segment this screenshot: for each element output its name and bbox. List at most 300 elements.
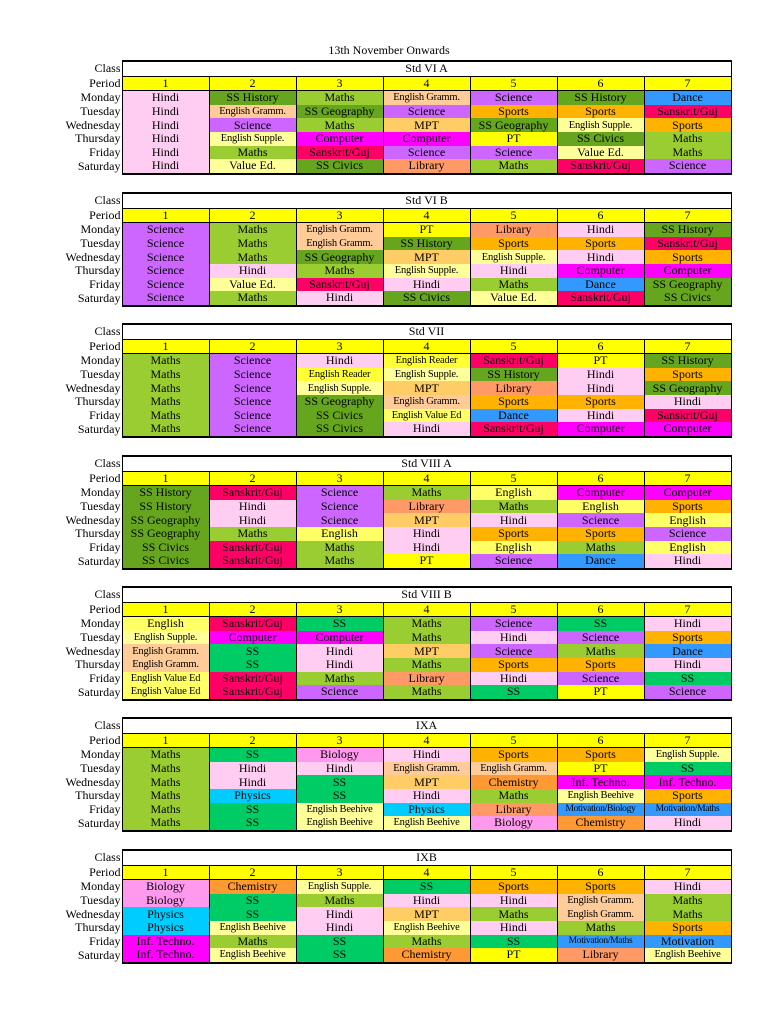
subject-cell: SS bbox=[383, 880, 470, 894]
day-row bbox=[47, 541, 731, 555]
subject-cell: English Gramm. bbox=[209, 105, 296, 119]
subject-cell: Sports bbox=[644, 500, 731, 514]
subject-cell: Library bbox=[383, 672, 470, 686]
day-row bbox=[47, 159, 731, 174]
day-label: Wednesday bbox=[47, 381, 122, 395]
subject-cell: SS Civics bbox=[383, 291, 470, 306]
subject-cell: Maths bbox=[383, 658, 470, 672]
period-row bbox=[47, 76, 731, 91]
day-row bbox=[47, 685, 731, 700]
subject-cell: Maths bbox=[209, 223, 296, 237]
subject-cell: Science bbox=[122, 237, 209, 251]
subject-cell: Hindi bbox=[383, 541, 470, 555]
subject-cell: Maths bbox=[122, 789, 209, 803]
day-row bbox=[47, 672, 731, 686]
subject-cell: SS bbox=[209, 803, 296, 817]
day-row bbox=[47, 368, 731, 382]
subject-cell: Sports bbox=[470, 527, 557, 541]
period-number: 6 bbox=[557, 471, 644, 486]
class-row bbox=[47, 324, 731, 339]
row-label: Class bbox=[47, 587, 122, 602]
day-row bbox=[47, 803, 731, 817]
day-label: Tuesday bbox=[47, 368, 122, 382]
subject-cell: Maths bbox=[296, 541, 383, 555]
subject-cell: Maths bbox=[209, 146, 296, 160]
subject-cell: Maths bbox=[296, 554, 383, 569]
day-row bbox=[47, 500, 731, 514]
subject-cell: SS Geography bbox=[296, 105, 383, 119]
period-number: 6 bbox=[557, 339, 644, 354]
subject-cell: MPT bbox=[383, 513, 470, 527]
day-label: Wednesday bbox=[47, 250, 122, 264]
day-row bbox=[47, 381, 731, 395]
day-label: Tuesday bbox=[47, 237, 122, 251]
day-label: Friday bbox=[47, 146, 122, 160]
subject-cell: Hindi bbox=[296, 354, 383, 368]
period-row bbox=[47, 733, 731, 748]
subject-cell: English Gramm. bbox=[296, 223, 383, 237]
day-label: Thursday bbox=[47, 789, 122, 803]
subject-cell: Computer bbox=[644, 486, 731, 500]
period-number: 6 bbox=[557, 602, 644, 617]
subject-cell: Sports bbox=[470, 658, 557, 672]
subject-cell: Sports bbox=[470, 237, 557, 251]
subject-cell: Science bbox=[296, 513, 383, 527]
class-row bbox=[47, 718, 731, 733]
subject-cell: English Beehive bbox=[383, 921, 470, 935]
subject-cell: English Supple. bbox=[296, 880, 383, 894]
subject-cell: SS Civics bbox=[644, 291, 731, 306]
subject-cell: Science bbox=[383, 146, 470, 160]
row-label: Period bbox=[47, 733, 122, 748]
subject-cell: SS bbox=[296, 775, 383, 789]
subject-cell: Sports bbox=[470, 105, 557, 119]
subject-cell: PT bbox=[557, 685, 644, 700]
subject-cell: Library bbox=[557, 948, 644, 963]
subject-cell: SS bbox=[209, 907, 296, 921]
subject-cell: SS History bbox=[557, 91, 644, 105]
class-name: Std VIII A bbox=[122, 456, 731, 471]
subject-cell: Science bbox=[470, 91, 557, 105]
subject-cell: Science bbox=[122, 278, 209, 292]
day-row bbox=[47, 617, 731, 631]
row-label: Period bbox=[47, 865, 122, 880]
subject-cell: Science bbox=[470, 554, 557, 569]
subject-cell: Sports bbox=[644, 631, 731, 645]
subject-cell: English bbox=[122, 617, 209, 631]
day-label: Saturday bbox=[47, 422, 122, 437]
day-label: Thursday bbox=[47, 395, 122, 409]
period-number: 7 bbox=[644, 471, 731, 486]
day-label: Wednesday bbox=[47, 118, 122, 132]
day-label: Friday bbox=[47, 409, 122, 423]
period-number: 1 bbox=[122, 339, 209, 354]
subject-cell: Hindi bbox=[557, 250, 644, 264]
subject-cell: Hindi bbox=[644, 617, 731, 631]
subject-cell: Maths bbox=[122, 748, 209, 762]
timetable-1 bbox=[47, 192, 732, 307]
row-label: Class bbox=[47, 61, 122, 76]
subject-cell: English bbox=[470, 486, 557, 500]
day-row bbox=[47, 146, 731, 160]
subject-cell: SS Geography bbox=[644, 278, 731, 292]
subject-cell: Hindi bbox=[122, 91, 209, 105]
subject-cell: Inf. Techno. bbox=[644, 775, 731, 789]
subject-cell: Maths bbox=[383, 486, 470, 500]
subject-cell: MPT bbox=[383, 118, 470, 132]
subject-cell: Maths bbox=[470, 500, 557, 514]
subject-cell: Hindi bbox=[557, 409, 644, 423]
period-number: 1 bbox=[122, 865, 209, 880]
subject-cell: Maths bbox=[296, 118, 383, 132]
subject-cell: Sanskrit/Guj bbox=[209, 486, 296, 500]
subject-cell: SS bbox=[296, 935, 383, 949]
subject-cell: Hindi bbox=[644, 816, 731, 831]
subject-cell: Hindi bbox=[470, 264, 557, 278]
subject-cell: Inf. Techno. bbox=[557, 775, 644, 789]
period-number: 2 bbox=[209, 865, 296, 880]
subject-cell: Science bbox=[644, 527, 731, 541]
subject-cell: MPT bbox=[383, 250, 470, 264]
class-name: Std VIII B bbox=[122, 587, 731, 602]
subject-cell: Sports bbox=[470, 395, 557, 409]
subject-cell: Maths bbox=[557, 644, 644, 658]
day-label: Tuesday bbox=[47, 894, 122, 908]
period-number: 4 bbox=[383, 865, 470, 880]
subject-cell: Sports bbox=[470, 748, 557, 762]
subject-cell: Maths bbox=[470, 789, 557, 803]
subject-cell: English Gramm. bbox=[557, 907, 644, 921]
subject-cell: Value Ed. bbox=[470, 291, 557, 306]
subject-cell: Science bbox=[122, 291, 209, 306]
subject-cell: Value Ed. bbox=[209, 159, 296, 174]
subject-cell: MPT bbox=[383, 644, 470, 658]
subject-cell: Library bbox=[470, 223, 557, 237]
subject-cell: SS bbox=[470, 935, 557, 949]
day-row bbox=[47, 105, 731, 119]
subject-cell: Science bbox=[470, 146, 557, 160]
period-number: 6 bbox=[557, 208, 644, 223]
day-row bbox=[47, 775, 731, 789]
subject-cell: SS bbox=[470, 685, 557, 700]
subject-cell: Sports bbox=[557, 748, 644, 762]
subject-cell: Maths bbox=[209, 291, 296, 306]
subject-cell: SS Geography bbox=[122, 513, 209, 527]
period-number: 3 bbox=[296, 471, 383, 486]
period-number: 3 bbox=[296, 76, 383, 91]
timetable-4 bbox=[47, 586, 732, 701]
subject-cell: English Gramm. bbox=[296, 237, 383, 251]
subject-cell: Hindi bbox=[644, 395, 731, 409]
subject-cell: English Value Ed bbox=[383, 409, 470, 423]
subject-cell: English Gramm. bbox=[122, 644, 209, 658]
subject-cell: SS Civics bbox=[296, 422, 383, 437]
subject-cell: Science bbox=[296, 500, 383, 514]
period-number: 2 bbox=[209, 471, 296, 486]
period-number: 4 bbox=[383, 471, 470, 486]
subject-cell: SS bbox=[296, 789, 383, 803]
row-label: Class bbox=[47, 193, 122, 208]
subject-cell: Sanskrit/Guj bbox=[470, 422, 557, 437]
subject-cell: SS History bbox=[122, 500, 209, 514]
period-number: 1 bbox=[122, 208, 209, 223]
day-row bbox=[47, 748, 731, 762]
class-row bbox=[47, 193, 731, 208]
timetable-6 bbox=[47, 849, 732, 964]
day-label: Thursday bbox=[47, 921, 122, 935]
subject-cell: Maths bbox=[122, 775, 209, 789]
subject-cell: Science bbox=[209, 368, 296, 382]
period-number: 4 bbox=[383, 208, 470, 223]
subject-cell: English Supple. bbox=[557, 118, 644, 132]
subject-cell: SS bbox=[296, 617, 383, 631]
subject-cell: SS History bbox=[122, 486, 209, 500]
subject-cell: SS History bbox=[383, 237, 470, 251]
subject-cell: Hindi bbox=[383, 894, 470, 908]
day-label: Monday bbox=[47, 223, 122, 237]
subject-cell: Biology bbox=[470, 816, 557, 831]
period-number: 7 bbox=[644, 865, 731, 880]
day-label: Wednesday bbox=[47, 775, 122, 789]
subject-cell: English Supple. bbox=[470, 250, 557, 264]
subject-cell: Hindi bbox=[383, 422, 470, 437]
subject-cell: Sports bbox=[557, 237, 644, 251]
subject-cell: SS History bbox=[209, 91, 296, 105]
day-label: Saturday bbox=[47, 816, 122, 831]
subject-cell: Sports bbox=[644, 118, 731, 132]
subject-cell: Sports bbox=[644, 368, 731, 382]
subject-cell: SS Civics bbox=[296, 159, 383, 174]
subject-cell: SS Geography bbox=[644, 381, 731, 395]
class-name: IXB bbox=[122, 850, 731, 865]
period-number: 2 bbox=[209, 208, 296, 223]
class-name: Std VII bbox=[122, 324, 731, 339]
subject-cell: English Supple. bbox=[209, 132, 296, 146]
subject-cell: PT bbox=[557, 354, 644, 368]
subject-cell: Motivation/Maths bbox=[557, 935, 644, 949]
subject-cell: Hindi bbox=[209, 264, 296, 278]
period-number: 5 bbox=[470, 471, 557, 486]
subject-cell: Sanskrit/Guj bbox=[557, 291, 644, 306]
subject-cell: Dance bbox=[470, 409, 557, 423]
day-label: Wednesday bbox=[47, 644, 122, 658]
subject-cell: Sports bbox=[644, 789, 731, 803]
day-label: Wednesday bbox=[47, 907, 122, 921]
subject-cell: English Beehive bbox=[296, 803, 383, 817]
period-number: 2 bbox=[209, 733, 296, 748]
subject-cell: English Gramm. bbox=[383, 91, 470, 105]
subject-cell: SS Civics bbox=[122, 554, 209, 569]
subject-cell: PT bbox=[383, 223, 470, 237]
period-number: 2 bbox=[209, 602, 296, 617]
period-number: 4 bbox=[383, 733, 470, 748]
subject-cell: Sanskrit/Guj bbox=[557, 159, 644, 174]
subject-cell: Hindi bbox=[383, 789, 470, 803]
period-number: 7 bbox=[644, 339, 731, 354]
subject-cell: SS bbox=[209, 644, 296, 658]
subject-cell: PT bbox=[470, 132, 557, 146]
subject-cell: Sanskrit/Guj bbox=[209, 672, 296, 686]
subject-cell: Science bbox=[209, 381, 296, 395]
subject-cell: Hindi bbox=[296, 921, 383, 935]
day-row bbox=[47, 91, 731, 105]
subject-cell: SS History bbox=[644, 223, 731, 237]
subject-cell: Chemistry bbox=[557, 816, 644, 831]
subject-cell: Hindi bbox=[296, 762, 383, 776]
subject-cell: Hindi bbox=[296, 644, 383, 658]
class-row bbox=[47, 850, 731, 865]
subject-cell: Chemistry bbox=[209, 880, 296, 894]
subject-cell: English Gramm. bbox=[557, 894, 644, 908]
period-row bbox=[47, 339, 731, 354]
timetable-2 bbox=[47, 323, 732, 438]
subject-cell: Maths bbox=[296, 672, 383, 686]
row-label: Period bbox=[47, 208, 122, 223]
period-number: 1 bbox=[122, 602, 209, 617]
period-number: 7 bbox=[644, 208, 731, 223]
day-row bbox=[47, 921, 731, 935]
day-row bbox=[47, 527, 731, 541]
day-row bbox=[47, 118, 731, 132]
class-row bbox=[47, 456, 731, 471]
subject-cell: Sanskrit/Guj bbox=[209, 541, 296, 555]
subject-cell: Maths bbox=[122, 409, 209, 423]
subject-cell: Sports bbox=[557, 105, 644, 119]
subject-cell: Motivation bbox=[644, 935, 731, 949]
subject-cell: English Gramm. bbox=[122, 658, 209, 672]
day-label: Friday bbox=[47, 278, 122, 292]
subject-cell: English bbox=[644, 513, 731, 527]
subject-cell: Motivation/Biology bbox=[557, 803, 644, 817]
subject-cell: English bbox=[557, 500, 644, 514]
subject-cell: Computer bbox=[383, 132, 470, 146]
period-row bbox=[47, 208, 731, 223]
day-row bbox=[47, 762, 731, 776]
subject-cell: English bbox=[296, 527, 383, 541]
subject-cell: English Beehive bbox=[296, 816, 383, 831]
period-number: 1 bbox=[122, 76, 209, 91]
subject-cell: Sanskrit/Guj bbox=[644, 237, 731, 251]
subject-cell: Hindi bbox=[557, 223, 644, 237]
subject-cell: Maths bbox=[644, 132, 731, 146]
subject-cell: Maths bbox=[296, 894, 383, 908]
subject-cell: Hindi bbox=[470, 921, 557, 935]
day-row bbox=[47, 789, 731, 803]
day-row bbox=[47, 237, 731, 251]
subject-cell: Hindi bbox=[209, 513, 296, 527]
subject-cell: Hindi bbox=[209, 775, 296, 789]
period-number: 3 bbox=[296, 208, 383, 223]
day-label: Thursday bbox=[47, 132, 122, 146]
subject-cell: Dance bbox=[644, 644, 731, 658]
subject-cell: Hindi bbox=[383, 278, 470, 292]
subject-cell: SS Civics bbox=[296, 409, 383, 423]
subject-cell: Value Ed. bbox=[557, 146, 644, 160]
day-label: Saturday bbox=[47, 685, 122, 700]
subject-cell: Computer bbox=[296, 132, 383, 146]
subject-cell: Sanskrit/Guj bbox=[209, 617, 296, 631]
subject-cell: Physics bbox=[383, 803, 470, 817]
subject-cell: Science bbox=[209, 395, 296, 409]
day-row bbox=[47, 880, 731, 894]
period-number: 4 bbox=[383, 339, 470, 354]
day-label: Wednesday bbox=[47, 513, 122, 527]
subject-cell: English Supple. bbox=[644, 748, 731, 762]
subject-cell: Maths bbox=[470, 278, 557, 292]
period-number: 5 bbox=[470, 339, 557, 354]
subject-cell: SS Geography bbox=[470, 118, 557, 132]
day-row bbox=[47, 422, 731, 437]
subject-cell: Maths bbox=[644, 907, 731, 921]
subject-cell: Sanskrit/Guj bbox=[644, 105, 731, 119]
subject-cell: Science bbox=[644, 159, 731, 174]
day-label: Friday bbox=[47, 541, 122, 555]
day-row bbox=[47, 278, 731, 292]
subject-cell: English Value Ed bbox=[122, 685, 209, 700]
subject-cell: Sports bbox=[644, 250, 731, 264]
period-number: 3 bbox=[296, 339, 383, 354]
subject-cell: Hindi bbox=[557, 368, 644, 382]
subject-cell: English bbox=[470, 541, 557, 555]
day-label: Monday bbox=[47, 91, 122, 105]
subject-cell: Sanskrit/Guj bbox=[470, 354, 557, 368]
period-number: 1 bbox=[122, 471, 209, 486]
subject-cell: Science bbox=[557, 672, 644, 686]
day-label: Saturday bbox=[47, 159, 122, 174]
subject-cell: Maths bbox=[383, 685, 470, 700]
timetable-0 bbox=[47, 60, 732, 175]
subject-cell: Science bbox=[209, 118, 296, 132]
subject-cell: Sports bbox=[557, 527, 644, 541]
subject-cell: Physics bbox=[122, 907, 209, 921]
day-label: Friday bbox=[47, 935, 122, 949]
subject-cell: Sanskrit/Guj bbox=[644, 409, 731, 423]
subject-cell: Computer bbox=[209, 631, 296, 645]
subject-cell: Hindi bbox=[644, 554, 731, 569]
subject-cell: MPT bbox=[383, 907, 470, 921]
day-label: Thursday bbox=[47, 527, 122, 541]
subject-cell: Maths bbox=[644, 894, 731, 908]
class-name: IXA bbox=[122, 718, 731, 733]
subject-cell: Hindi bbox=[383, 527, 470, 541]
subject-cell: Computer bbox=[557, 486, 644, 500]
timetable-5 bbox=[47, 717, 732, 832]
subject-cell: Maths bbox=[122, 381, 209, 395]
row-label: Class bbox=[47, 324, 122, 339]
period-number: 4 bbox=[383, 76, 470, 91]
day-label: Thursday bbox=[47, 658, 122, 672]
subject-cell: Maths bbox=[557, 921, 644, 935]
subject-cell: English Value Ed bbox=[122, 672, 209, 686]
day-row bbox=[47, 264, 731, 278]
subject-cell: English Beehive bbox=[644, 948, 731, 963]
day-label: Tuesday bbox=[47, 500, 122, 514]
subject-cell: Science bbox=[122, 223, 209, 237]
subject-cell: Sanskrit/Guj bbox=[296, 278, 383, 292]
day-label: Monday bbox=[47, 748, 122, 762]
day-row bbox=[47, 395, 731, 409]
subject-cell: SS bbox=[644, 762, 731, 776]
row-label: Class bbox=[47, 850, 122, 865]
subject-cell: Maths bbox=[296, 264, 383, 278]
subject-cell: Hindi bbox=[296, 658, 383, 672]
subject-cell: Library bbox=[383, 159, 470, 174]
subject-cell: Science bbox=[557, 631, 644, 645]
subject-cell: Sports bbox=[557, 395, 644, 409]
day-row bbox=[47, 554, 731, 569]
subject-cell: PT bbox=[557, 762, 644, 776]
day-row bbox=[47, 816, 731, 831]
